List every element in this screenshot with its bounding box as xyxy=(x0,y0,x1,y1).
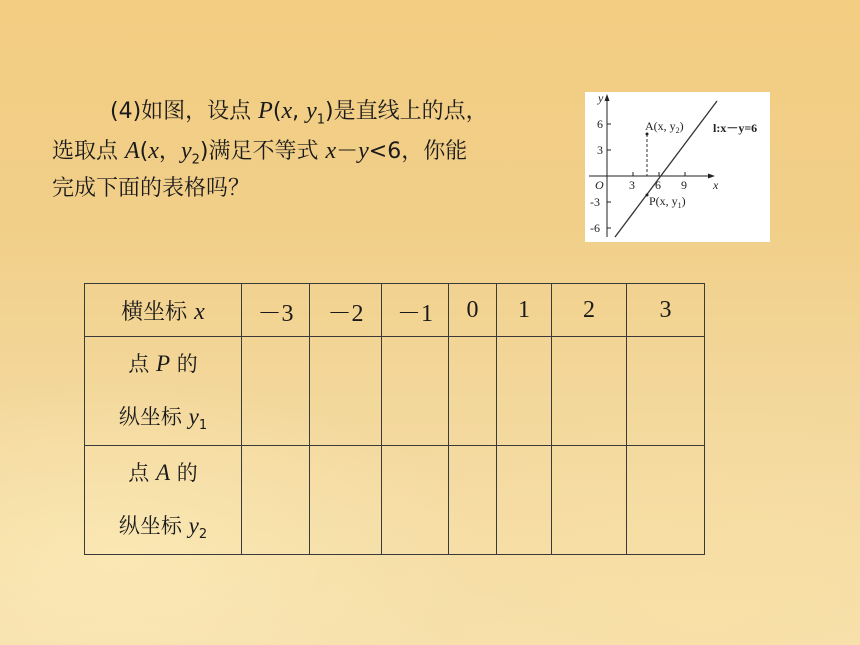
x-value-cell: 0 xyxy=(449,284,497,337)
answer-cell[interactable] xyxy=(627,337,705,446)
answer-cell[interactable] xyxy=(449,337,497,446)
y-axis-arrow-icon xyxy=(605,94,610,101)
comma: , xyxy=(292,99,307,124)
label-p-close: ) xyxy=(681,194,686,208)
point-p: P xyxy=(258,98,273,124)
label-a-text: A(x, y xyxy=(645,119,676,133)
y-tick-label-neg6: -6 xyxy=(590,221,600,235)
paren-open-a: ( xyxy=(139,138,149,164)
value-table xyxy=(84,283,705,555)
y-tick-label-neg3: -3 xyxy=(590,195,600,209)
problem-line2-b: )满足不等式 xyxy=(199,138,326,164)
answer-cell[interactable] xyxy=(310,446,382,555)
ineq-y: y xyxy=(358,137,369,164)
x-value-cell: 1 xyxy=(497,284,552,337)
var-x-a: x xyxy=(148,137,159,164)
y-tick-label-3: 3 xyxy=(597,143,603,157)
problem-prefix: (4)如图，设点 xyxy=(110,99,259,124)
problem-line-1 xyxy=(52,92,562,132)
y-tick-label-6: 6 xyxy=(597,117,603,131)
var-x: x xyxy=(281,98,293,124)
row-label-p-line2 xyxy=(85,391,241,444)
paren-open: ( xyxy=(272,99,282,124)
row-label-a-line1 xyxy=(85,447,241,500)
label-a-sub: 2 xyxy=(675,126,680,135)
header-label-var: x xyxy=(194,298,205,325)
label-p-text: P(x, y xyxy=(649,194,678,208)
row-p-var: P xyxy=(155,351,171,377)
ineq-minus: － xyxy=(336,138,359,164)
point-a: A xyxy=(125,137,140,164)
answer-cell[interactable] xyxy=(552,337,627,446)
label-p-sub: 1 xyxy=(677,201,682,210)
x-value-cell: 3 xyxy=(627,284,705,337)
problem-p-tail: )是直线上的点， xyxy=(325,99,488,124)
coordinate-graph xyxy=(585,92,770,242)
problem-line-2 xyxy=(52,132,562,172)
row-label-a xyxy=(85,446,242,555)
row-a-tail: 的 xyxy=(170,461,198,486)
label-a-close: ) xyxy=(679,119,684,133)
y-axis-label: y xyxy=(598,92,604,105)
row-p-line2-text: 纵坐标 xyxy=(118,405,189,429)
answer-cell[interactable] xyxy=(449,446,497,555)
subscript-2: 2 xyxy=(191,151,200,167)
ineq-rest: <6，你能 xyxy=(368,138,468,164)
answer-cell[interactable] xyxy=(242,446,310,555)
answer-cell[interactable] xyxy=(242,337,310,446)
answer-cell[interactable] xyxy=(382,337,449,446)
problem-line2-a: 选取点 xyxy=(52,138,125,164)
subscript-1: 1 xyxy=(316,112,326,128)
x-value-cell: －3 xyxy=(242,284,310,337)
row-label-p xyxy=(85,337,242,446)
answer-cell[interactable] xyxy=(497,446,552,555)
origin-label: O xyxy=(595,178,604,192)
var-y-a: y xyxy=(180,137,192,164)
table-row-p xyxy=(85,337,705,446)
row-a-sub: 2 xyxy=(198,527,208,543)
answer-cell[interactable] xyxy=(552,446,627,555)
label-p xyxy=(649,194,686,210)
header-label-text: 横坐标 xyxy=(121,299,195,325)
var-y: y xyxy=(306,98,317,124)
row-a-y: y xyxy=(188,513,199,538)
graph-svg xyxy=(585,92,770,242)
answer-cell[interactable] xyxy=(497,337,552,446)
ineq-x: x xyxy=(325,137,337,164)
x-tick-label-3: 3 xyxy=(629,178,635,192)
answer-cell[interactable] xyxy=(310,337,382,446)
x-value-cell: －1 xyxy=(382,284,449,337)
x-value-cell: －2 xyxy=(310,284,382,337)
x-tick-label-9: 9 xyxy=(681,178,687,192)
row-label-p-line1 xyxy=(85,338,241,391)
label-a xyxy=(645,119,684,135)
answer-cell[interactable] xyxy=(382,446,449,555)
row-p-y: y xyxy=(188,404,199,429)
row-a-var: A xyxy=(155,460,171,486)
row-p-sub: 1 xyxy=(198,418,208,434)
problem-line-3: 完成下面的表格吗？ xyxy=(52,176,251,202)
row-p-tail: 的 xyxy=(170,352,198,377)
x-value-cell: 2 xyxy=(552,284,627,337)
comma-a: ， xyxy=(158,138,181,164)
row-label-a-line2 xyxy=(85,500,241,553)
row-a-text: 点 xyxy=(128,461,156,486)
answer-cell[interactable] xyxy=(627,446,705,555)
label-line-l: l:x－y=6 xyxy=(713,121,758,135)
row-p-text: 点 xyxy=(128,352,156,377)
problem-statement xyxy=(52,92,562,207)
x-tick-label-6: 6 xyxy=(655,178,661,192)
row-a-line2-text: 纵坐标 xyxy=(118,514,189,538)
table-row-a xyxy=(85,446,705,555)
x-axis-label: x xyxy=(713,178,719,192)
header-label-cell xyxy=(85,284,242,337)
table-header-row xyxy=(85,284,705,337)
